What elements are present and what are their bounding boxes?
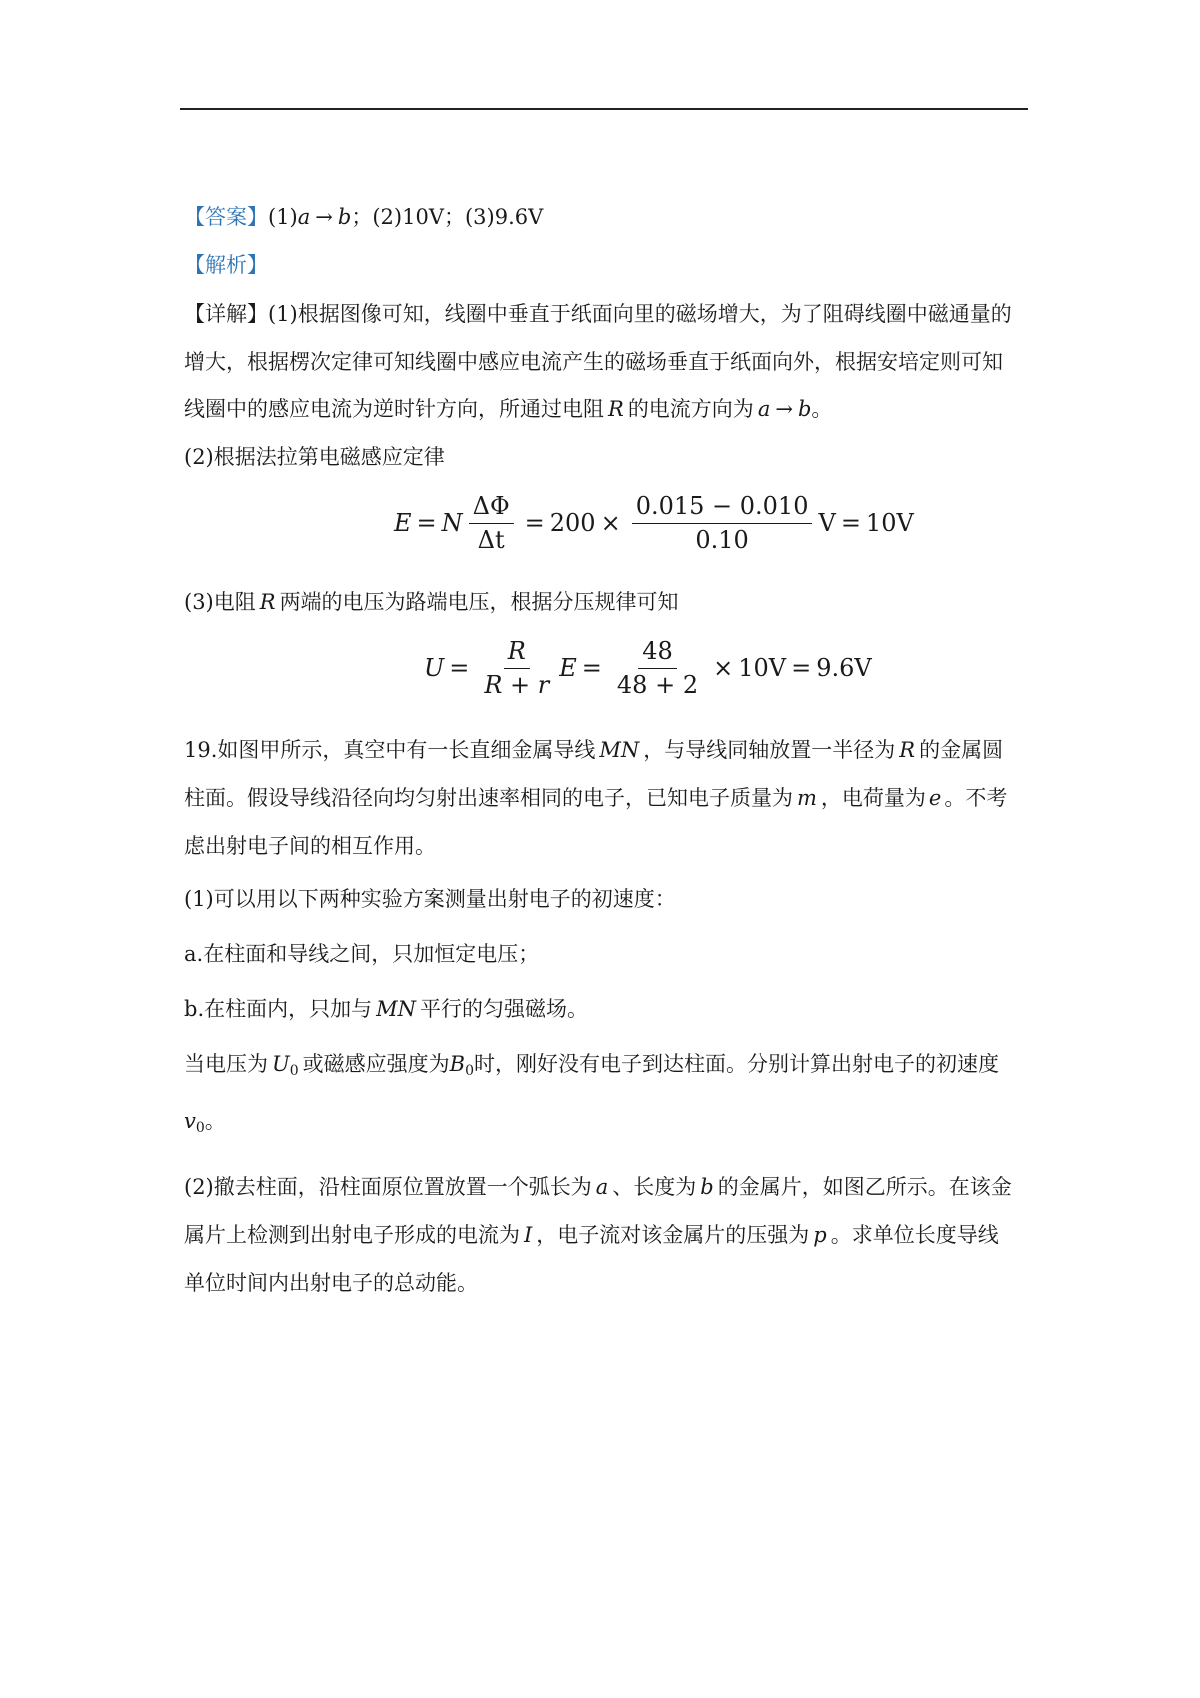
q19-line-11: 单位时间内出射电子的总动能。: [184, 1271, 478, 1295]
q19-line-4: (1)可以用以下两种实验方案测量出射电子的初速度：: [184, 887, 676, 911]
analysis-tag: 【解析】: [184, 253, 268, 277]
detail-part3: (3)电阻 R 两端的电压为路端电压，根据分压规律可知: [184, 590, 679, 614]
fraction-flux-rate: $\frac{\Delta\Phi}{\Delta t}$: [469, 492, 514, 555]
detail-line-2: 增大，根据楞次定律可知线圈中感应电流产生的磁场垂直于纸面向外，根据安培定则可知: [184, 350, 1003, 374]
header-rule: [180, 108, 1028, 110]
detail-part2: (2)根据法拉第电磁感应定律: [184, 445, 445, 469]
q19-line-9: (2)撤去柱面，沿柱面原位置放置一个弧长为 a 、长度为 b 的金属片，如图乙所示。在该金: [184, 1175, 1012, 1199]
q19-line-1: 19.如图甲所示，真空中有一长直细金属导线 MN ，与导线同轴放置一半径为 R 的金属圆: [184, 738, 1004, 762]
detail-tag: 【详解】: [184, 302, 268, 326]
q19-line-5: a.在柱面和导线之间，只加恒定电压；: [184, 942, 540, 966]
formula-voltage-divider: U = $\frac{R}{R + r}$ E = $\frac{48}{48 + 2}$ × 10V = 9.6V: [424, 637, 872, 699]
answer-tag: 【答案】: [184, 205, 268, 229]
answer-line: 【答案】(1)a → b；(2)10V；(3)9.6V: [184, 205, 544, 229]
fraction-48: $\frac{48}{48 + 2}$: [616, 637, 699, 699]
q19-line-7: 当电压为 $U_0$ 或磁感应强度为$B_0$时，刚好没有电子到达柱面。分别计算出射电子的初速度: [184, 1052, 999, 1079]
detail-line-3: 线圈中的感应电流为逆时针方向，所通过电阻 R 的电流方向为 a → b。: [184, 397, 833, 421]
fraction-R: $\frac{R}{R + r}$: [484, 637, 550, 699]
q19-line-2: 柱面。假设导线沿径向均匀射出速率相同的电子，已知电子质量为 m ，电荷量为 e 。不考: [184, 786, 1008, 810]
q19-line-6: b.在柱面内，只加与 MN 平行的匀强磁场。: [184, 997, 589, 1021]
formula-faraday: E = N $\frac{\Delta\Phi}{\Delta t}$ = 200 × $\frac{0.015 - 0.010}{0.10}$ V = 10V: [394, 492, 914, 554]
q19-line-8: $v_0$。: [184, 1109, 226, 1136]
fraction-values: $\frac{0.015 - 0.010}{0.10}$: [632, 492, 813, 555]
detail-line-1: 【详解】(1)根据图像可知，线圈中垂直于纸面向里的磁场增大，为了阻碍线圈中磁通量的: [184, 302, 1012, 326]
q19-line-3: 虑出射电子间的相互作用。: [184, 834, 436, 858]
q19-line-10: 属片上检测到出射电子形成的电流为 I ，电子流对该金属片的压强为 p 。求单位长度导线: [184, 1223, 999, 1247]
